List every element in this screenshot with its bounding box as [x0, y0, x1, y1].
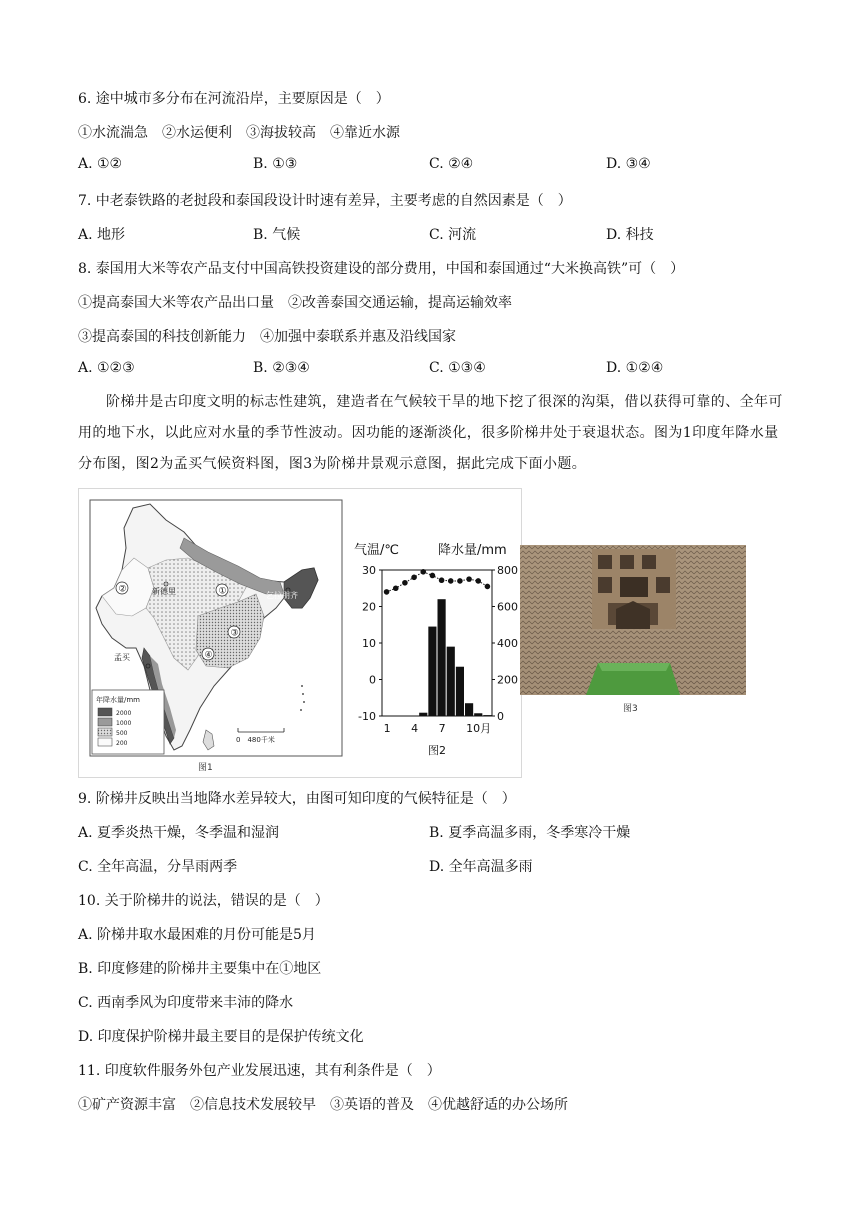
label-cherrapunji: 乞拉朋齐 — [266, 591, 298, 600]
temperature-point — [485, 584, 491, 590]
left-tick-label: 20 — [362, 600, 376, 614]
q7-option-c: C. 河流 — [429, 227, 477, 243]
precip-bar — [447, 647, 455, 716]
india-precipitation-map — [88, 498, 344, 760]
stepwell-passage: 阶梯井是古印度文明的标志性建筑，建造者在气候较干旱的地下挖了很深的沟渠，借以获得可靠的、全年可用的地下水，以此应对水量的季节性波动。因功能的逐渐淡化，很多阶梯井处于衰退状态。图为1印度年降水量分布图，图2为孟买气候资料图，图3为阶梯井景观示意图，据此完成下面小题。 — [78, 394, 783, 472]
q7-option-d: D. 科技 — [606, 227, 654, 243]
label-region-4: ④ — [204, 650, 213, 661]
left-tick-label: 30 — [362, 564, 376, 577]
q9-option-b: B. 夏季高温多雨，冬季寒冷干燥 — [429, 825, 631, 841]
left-tick-label: 0 — [369, 673, 376, 687]
chart-plot — [358, 564, 518, 735]
q10-option-b: B. 印度修建的阶梯井主要集中在①地区 — [78, 961, 322, 977]
q10-option-d: D. 印度保护阶梯井最主要目的是保护传统文化 — [78, 1029, 364, 1045]
q8-option-a: A. ①②③ — [78, 360, 135, 376]
legend-1000: 1000 — [116, 720, 132, 727]
q8-items-1: ①提高泰国大米等农产品出口量 ②改善泰国交通运输，提高运输效率 — [78, 295, 512, 311]
temperature-point — [384, 589, 390, 595]
label-new-delhi: 新德里 — [152, 587, 176, 596]
temperature-point — [466, 576, 472, 582]
x-tick-label: 10月 — [466, 722, 492, 735]
map-scale: 0 480千米 — [236, 736, 275, 744]
precip-bar — [465, 703, 473, 716]
precip-bar — [483, 715, 491, 716]
q6-option-d: D. ③④ — [606, 156, 651, 172]
q6-items: ①水流湍急 ②水运便利 ③海拔较高 ④靠近水源 — [78, 125, 400, 141]
legend-500: 500 — [116, 730, 128, 737]
q8-stem: 8. 泰国用大米等农产品支付中国高铁投资建设的部分费用，中国和泰国通过“大米换高铁”可（ ） — [78, 261, 685, 277]
x-tick-label: 1 — [383, 722, 391, 735]
temperature-point — [457, 578, 463, 584]
temperature-point — [448, 578, 454, 584]
q8-option-d: D. ①②④ — [606, 360, 664, 376]
q10-option-c: C. 西南季风为印度带来丰沛的降水 — [78, 995, 294, 1011]
precip-bar — [456, 667, 464, 716]
q8-option-c: C. ①③④ — [429, 360, 486, 376]
right-tick-label: 0 — [497, 710, 504, 723]
q9-stem: 9. 阶梯井反映出当地降水差异较大，由图可知印度的气候特征是（ ） — [78, 791, 516, 807]
temperature-point — [411, 575, 417, 581]
temperature-point — [439, 577, 445, 583]
right-tick-label: 200 — [497, 673, 518, 687]
chart-left-title: 气温/℃ — [354, 543, 399, 558]
temperature-point — [420, 569, 426, 575]
q10-option-a: A. 阶梯井取水最困难的月份可能是5月 — [78, 927, 316, 943]
temperature-point — [393, 585, 399, 591]
left-tick-label: -10 — [358, 710, 376, 723]
legend-2000: 2000 — [116, 710, 132, 717]
stepwell-photo — [520, 545, 746, 695]
precip-bar — [438, 599, 446, 716]
left-tick-label: 10 — [362, 637, 376, 650]
legend-200: 200 — [116, 740, 128, 747]
right-tick-label: 800 — [497, 564, 518, 577]
q7-stem: 7. 中老泰铁路的老挝段和泰国段设计时速有差异，主要考虑的自然因素是（ ） — [78, 193, 572, 209]
right-tick-label: 600 — [497, 600, 518, 614]
chart-right-title: 降水量/mm — [438, 543, 507, 558]
x-tick-label: 7 — [438, 722, 446, 735]
q7-option-b: B. 气候 — [253, 227, 301, 243]
figure-3-caption: 图3 — [623, 704, 638, 714]
q6-option-b: B. ①③ — [253, 156, 298, 172]
q6-option-c: C. ②④ — [429, 156, 474, 172]
temperature-line — [387, 572, 488, 592]
label-region-3: ③ — [230, 628, 239, 639]
chart-frame — [382, 570, 492, 716]
legend-title: 年降水量/mm — [96, 696, 140, 704]
temperature-point — [475, 578, 481, 584]
figure-1-caption: 图1 — [198, 763, 213, 773]
q11-items: ①矿产资源丰富 ②信息技术发展较早 ③英语的普及 ④优越舒适的办公场所 — [78, 1097, 568, 1113]
q7-option-a: A. 地形 — [78, 227, 126, 243]
q9-option-a: A. 夏季炎热干燥，冬季温和湿润 — [78, 825, 280, 841]
precip-bar — [428, 627, 436, 716]
x-tick-label: 4 — [411, 722, 419, 735]
precip-bar — [474, 713, 482, 716]
precip-bar — [419, 713, 427, 716]
label-mumbai: 孟买 — [114, 653, 130, 662]
chart-caption: 图2 — [428, 744, 446, 757]
q6-stem: 6. 途中城市多分布在河流沿岸，主要原因是（ ） — [78, 91, 390, 107]
temperature-point — [430, 573, 436, 579]
q9-option-c: C. 全年高温，分旱雨两季 — [78, 859, 238, 875]
label-region-1: ① — [218, 586, 227, 597]
temperature-point — [402, 580, 408, 586]
q10-stem: 10. 关于阶梯井的说法，错误的是（ ） — [78, 893, 329, 909]
right-tick-label: 400 — [497, 637, 518, 650]
mumbai-climate-chart — [346, 532, 522, 760]
q8-option-b: B. ②③④ — [253, 360, 310, 376]
q9-option-d: D. 全年高温多雨 — [429, 859, 533, 875]
q6-option-a: A. ①② — [78, 156, 123, 172]
q8-items-2: ③提高泰国的科技创新能力 ④加强中泰联系并惠及沿线国家 — [78, 329, 456, 345]
q11-stem: 11. 印度软件服务外包产业发展迅速，其有利条件是（ ） — [78, 1063, 441, 1079]
label-region-2: ② — [118, 584, 127, 595]
